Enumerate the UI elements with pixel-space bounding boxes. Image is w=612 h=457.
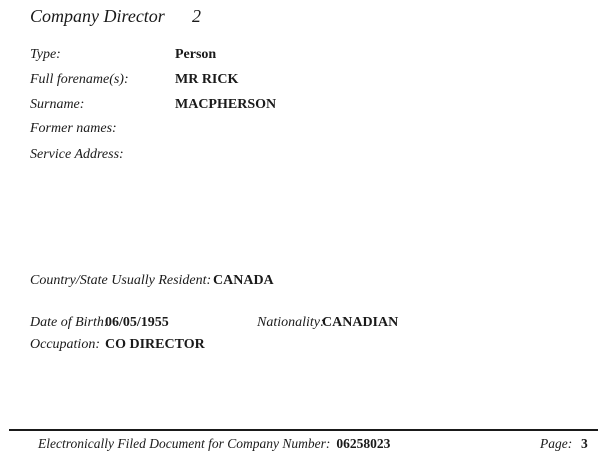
dob-label: Date of Birth: bbox=[30, 315, 109, 330]
type-value: Person bbox=[175, 47, 217, 62]
surname-label: Surname: bbox=[30, 97, 85, 112]
occupation-label: Occupation: bbox=[30, 337, 100, 352]
forenames-value: MR RICK bbox=[175, 72, 239, 87]
footer-page-label: Page: bbox=[540, 436, 573, 451]
service-address-label: Service Address: bbox=[30, 147, 124, 162]
footer-filed-label: Electronically Filed Document for Company Number: bbox=[38, 436, 331, 451]
residency-value: CANADA bbox=[213, 273, 274, 288]
footer-page-number: 3 bbox=[581, 436, 588, 451]
occupation-value: CO DIRECTOR bbox=[105, 337, 205, 352]
dob-value: 06/05/1955 bbox=[105, 315, 169, 330]
surname-value: MACPHERSON bbox=[175, 97, 277, 112]
page-title: Company Director bbox=[30, 6, 165, 26]
director-number: 2 bbox=[192, 6, 201, 26]
type-label: Type: bbox=[30, 47, 61, 62]
nationality-label: Nationality: bbox=[257, 315, 325, 330]
footer-company-number: 06258023 bbox=[336, 436, 391, 451]
residency-label: Country/State Usually Resident: bbox=[30, 273, 212, 288]
footer-filed-statement bbox=[38, 436, 390, 452]
footer-divider bbox=[9, 429, 598, 431]
nationality-value: CANADIAN bbox=[322, 315, 399, 330]
forenames-label: Full forename(s): bbox=[30, 72, 129, 87]
former-names-label: Former names: bbox=[30, 121, 117, 136]
